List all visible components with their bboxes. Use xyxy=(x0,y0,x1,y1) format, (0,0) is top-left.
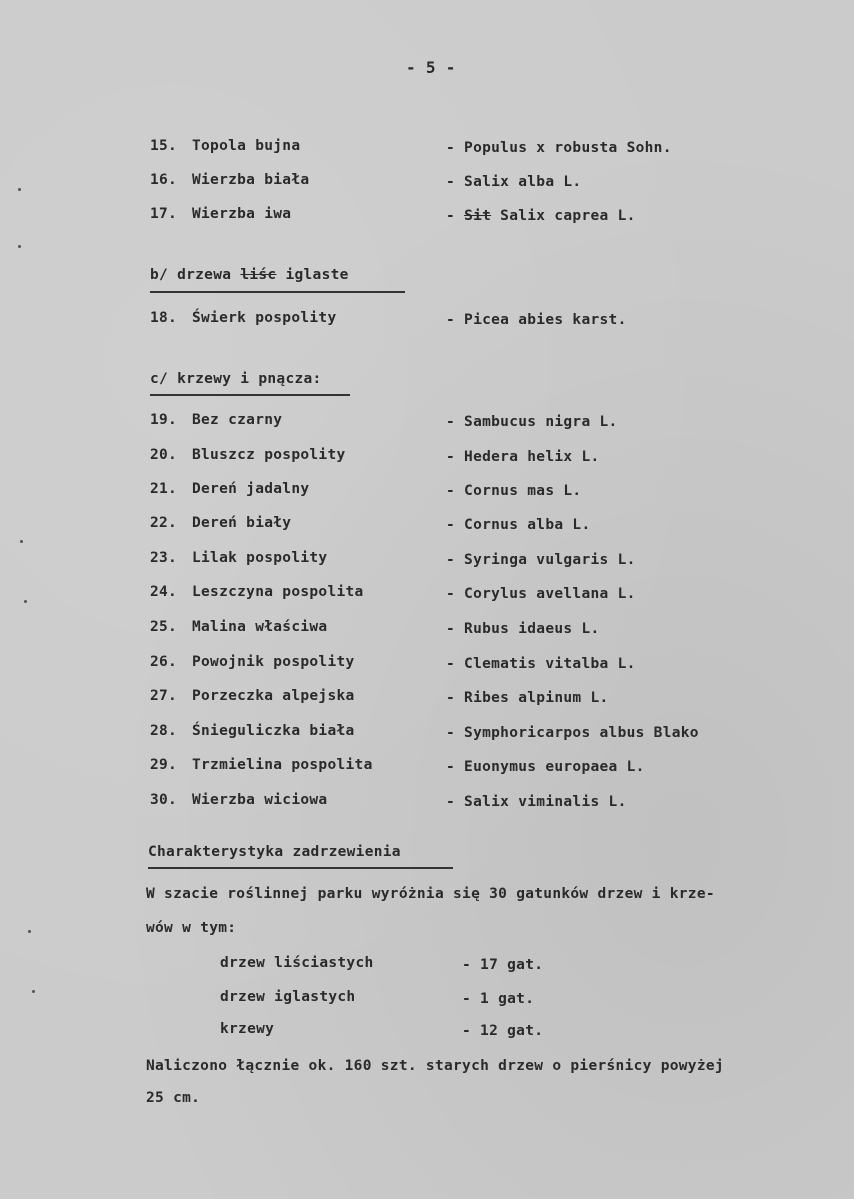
item-name: Bluszcz pospolity xyxy=(192,447,346,463)
list-item xyxy=(150,481,309,497)
list-item xyxy=(150,550,327,566)
section-heading xyxy=(150,267,349,283)
list-item xyxy=(150,619,327,635)
item-number: 16. xyxy=(150,172,178,188)
list-item xyxy=(150,584,364,600)
latin-prefix: - xyxy=(446,208,465,224)
list-item xyxy=(150,723,355,739)
paragraph-line: W szacie roślinnej parku wyróżnia się 30 gatunków drzew i krze- xyxy=(146,886,715,902)
item-latin: - Picea abies karst. xyxy=(446,312,627,328)
paragraph-line: 25 cm. xyxy=(146,1090,201,1106)
item-latin: - Salix viminalis L. xyxy=(446,794,627,810)
item-latin: - Populus x robusta Sohn. xyxy=(446,140,672,156)
count-label: drzew iglastych xyxy=(220,989,356,1005)
item-name: Wierzba wiciowa xyxy=(192,792,328,808)
speck xyxy=(18,245,21,248)
heading-prefix: b/ drzewa xyxy=(150,267,241,283)
item-latin xyxy=(446,208,636,224)
item-name: Leszczyna pospolita xyxy=(192,584,364,600)
item-number: 18. xyxy=(150,310,178,326)
item-number: 17. xyxy=(150,206,178,222)
item-name: Śnieguliczka biała xyxy=(192,723,355,739)
item-latin: - Cornus mas L. xyxy=(446,483,582,499)
item-name: Dereń biały xyxy=(192,515,292,531)
item-number: 19. xyxy=(150,412,178,428)
item-latin: - Cornus alba L. xyxy=(446,517,591,533)
item-name: Topola bujna xyxy=(192,138,301,154)
item-number: 20. xyxy=(150,447,178,463)
item-name: Powojnik pospolity xyxy=(192,654,355,670)
item-name: Dereń jadalny xyxy=(192,481,310,497)
item-latin: - Symphoricarpos albus Blako xyxy=(446,725,699,741)
latin-rest: Salix caprea L. xyxy=(491,208,636,224)
item-name: Lilak pospolity xyxy=(192,550,328,566)
item-latin: - Corylus avellana L. xyxy=(446,586,636,602)
item-number: 27. xyxy=(150,688,178,704)
speck xyxy=(18,188,21,191)
count-value: - 1 gat. xyxy=(462,991,535,1007)
list-item xyxy=(150,310,336,326)
paragraph-line: Naliczono łącznie ok. 160 szt. starych drzew o pierśnicy powyżej xyxy=(146,1058,724,1074)
item-name: Trzmielina pospolita xyxy=(192,757,373,773)
count-label: drzew liściastych xyxy=(220,955,374,971)
list-item xyxy=(150,172,309,188)
item-number: 24. xyxy=(150,584,178,600)
list-item xyxy=(150,412,282,428)
item-name: Świerk pospolity xyxy=(192,310,337,326)
item-number: 29. xyxy=(150,757,178,773)
item-name: Bez czarny xyxy=(192,412,283,428)
count-value: - 17 gat. xyxy=(462,957,544,973)
struck-text: liśc xyxy=(240,267,277,283)
count-value: - 12 gat. xyxy=(462,1023,544,1039)
heading-underline xyxy=(150,394,350,396)
item-latin: - Hedera helix L. xyxy=(446,449,600,465)
item-number: 25. xyxy=(150,619,178,635)
list-item xyxy=(150,757,373,773)
item-number: 23. xyxy=(150,550,178,566)
item-name: Wierzba iwa xyxy=(192,206,292,222)
section-heading: Charakterystyka zadrzewienia xyxy=(148,844,401,860)
item-number: 21. xyxy=(150,481,178,497)
speck xyxy=(32,990,35,993)
item-number: 26. xyxy=(150,654,178,670)
item-name: Malina właściwa xyxy=(192,619,328,635)
item-latin: - Sambucus nigra L. xyxy=(446,414,618,430)
page-number: - 5 - xyxy=(406,58,456,77)
item-name: Wierzba biała xyxy=(192,172,310,188)
list-item xyxy=(150,447,346,463)
speck xyxy=(28,930,31,933)
list-item xyxy=(150,792,327,808)
paragraph-line: wów w tym: xyxy=(146,920,237,936)
list-item xyxy=(150,515,291,531)
list-item xyxy=(150,654,355,670)
item-number: 28. xyxy=(150,723,178,739)
heading-suffix: iglaste xyxy=(276,267,349,283)
item-latin: - Euonymus europaea L. xyxy=(446,759,645,775)
item-number: 15. xyxy=(150,138,178,154)
item-number: 30. xyxy=(150,792,178,808)
struck-text: Sit xyxy=(464,208,492,224)
list-item xyxy=(150,138,300,154)
item-latin: - Syringa vulgaris L. xyxy=(446,552,636,568)
item-latin: - Ribes alpinum L. xyxy=(446,690,609,706)
count-label: krzewy xyxy=(220,1021,275,1037)
speck xyxy=(24,600,27,603)
heading-underline xyxy=(148,867,453,869)
item-number: 22. xyxy=(150,515,178,531)
list-item xyxy=(150,206,291,222)
item-latin: - Clematis vitalba L. xyxy=(446,656,636,672)
item-latin: - Salix alba L. xyxy=(446,174,582,190)
heading-underline xyxy=(150,291,405,293)
section-heading: c/ krzewy i pnącza: xyxy=(150,371,322,387)
speck xyxy=(20,540,23,543)
list-item xyxy=(150,688,355,704)
item-name: Porzeczka alpejska xyxy=(192,688,355,704)
item-latin: - Rubus idaeus L. xyxy=(446,621,600,637)
